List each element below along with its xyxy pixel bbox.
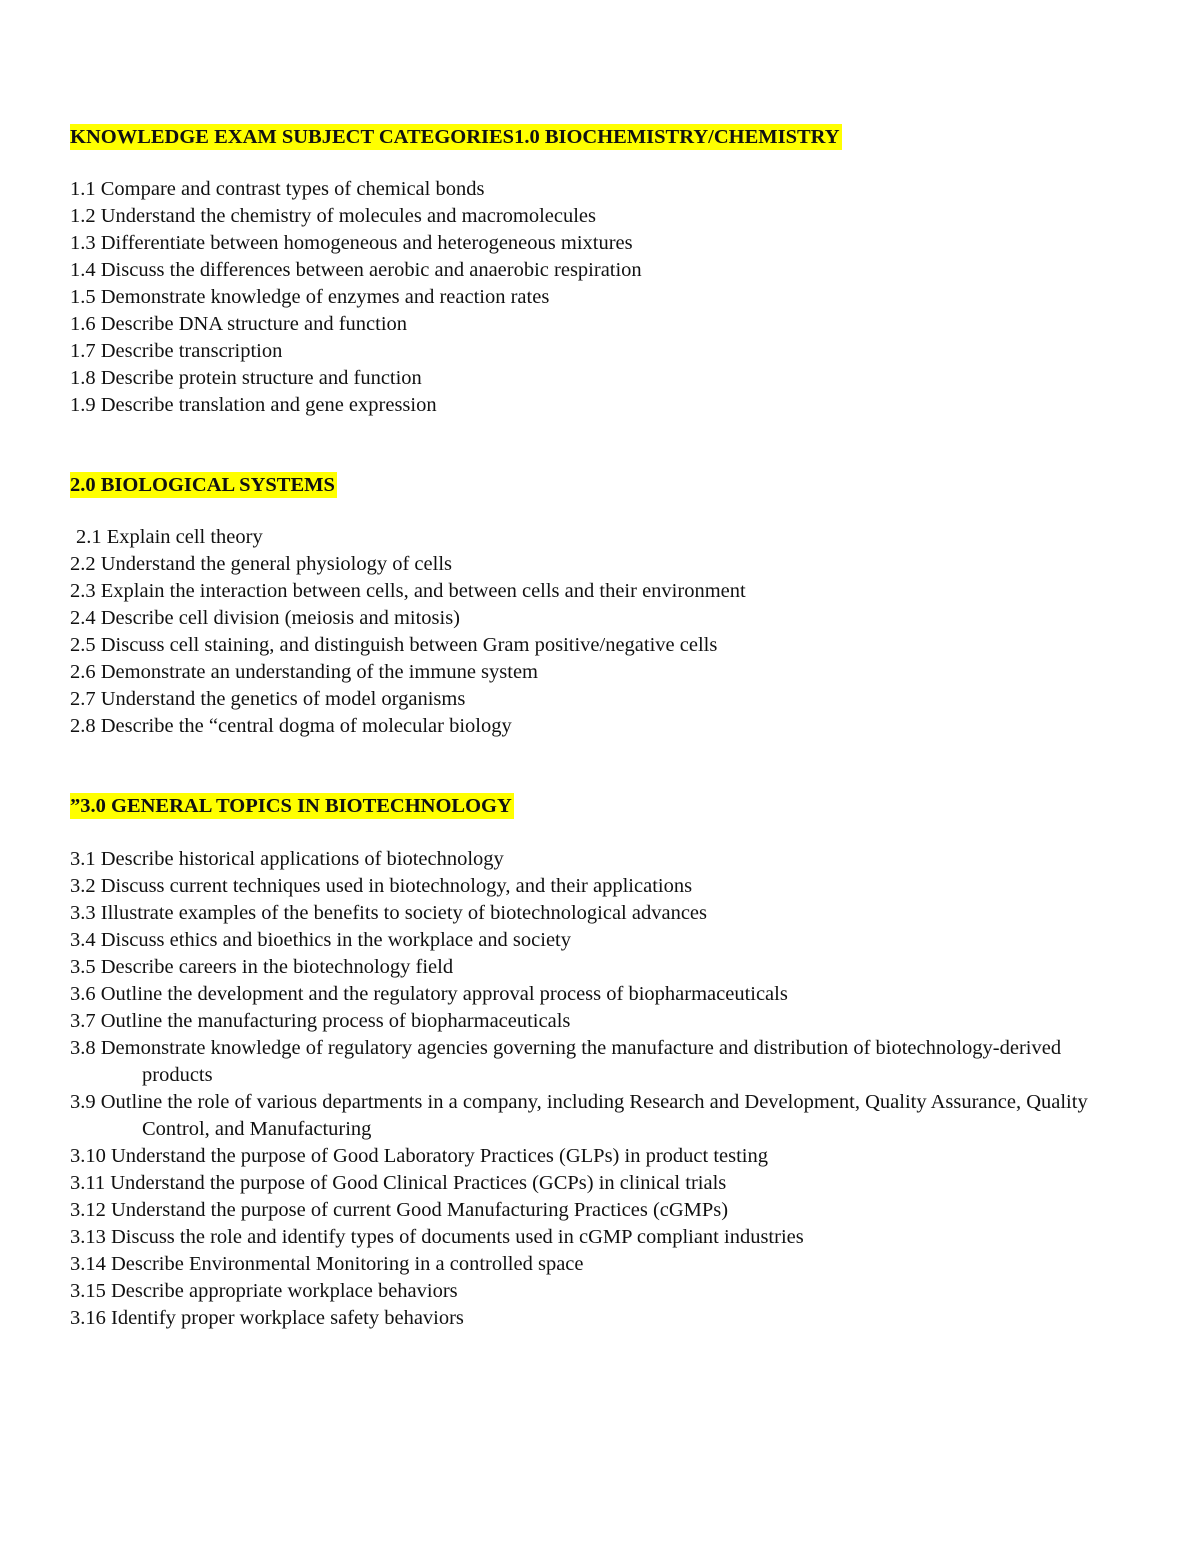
objective-item: 3.2 Discuss current techniques used in biotechnology, and their applications	[70, 875, 693, 897]
section-heading	[70, 124, 1130, 151]
objective-item: 1.9 Describe translation and gene expression	[70, 394, 437, 416]
objective-item: 1.3 Differentiate between homogeneous and heterogeneous mixtures	[70, 232, 633, 254]
objective-item: 1.1 Compare and contrast types of chemical bonds	[70, 178, 485, 200]
objective-item: 3.13 Discuss the role and identify types of documents used in cGMP compliant industries	[70, 1226, 804, 1248]
objective-item: 1.4 Discuss the differences between aerobic and anaerobic respiration	[70, 259, 642, 281]
objective-item: 3.14 Describe Environmental Monitoring in a controlled space	[70, 1253, 584, 1275]
objective-item: 2.5 Discuss cell staining, and distinguish between Gram positive/negative cells	[70, 634, 718, 656]
section-heading	[70, 472, 1130, 499]
section-heading	[70, 793, 1130, 820]
objective-item: 2.3 Explain the interaction between cells, and between cells and their environment	[70, 580, 746, 602]
objective-item: 1.2 Understand the chemistry of molecules and macromolecules	[70, 205, 597, 227]
objective-list	[70, 846, 1130, 1332]
section-biochemistry	[70, 124, 1130, 419]
objective-item: 3.12 Understand the purpose of current Good Manufacturing Practices (cGMPs)	[70, 1199, 729, 1221]
objective-item: 3.10 Understand the purpose of Good Laboratory Practices (GLPs) in product testing	[70, 1145, 768, 1167]
heading-highlight: ”3.0 GENERAL TOPICS IN BIOTECHNOLOGY	[70, 795, 512, 817]
objective-item: 1.6 Describe DNA structure and function	[70, 313, 408, 335]
objective-item: 2.1 Explain cell theory	[76, 526, 263, 548]
objective-list	[70, 524, 1130, 740]
objective-item: 3.4 Discuss ethics and bioethics in the workplace and society	[70, 929, 571, 951]
heading-highlight: 2.0 BIOLOGICAL SYSTEMS	[70, 474, 335, 496]
objective-item: 3.1 Describe historical applications of biotechnology	[70, 848, 504, 870]
objective-item: 3.3 Illustrate examples of the benefits to society of biotechnological advances	[70, 902, 708, 924]
objective-item: 3.8 Demonstrate knowledge of regulatory agencies governing the manufacture and distribution of biotechnology-derived products	[70, 1037, 1062, 1086]
objective-item: 3.16 Identify proper workplace safety behaviors	[70, 1307, 464, 1329]
objective-list	[70, 176, 1130, 419]
document-page	[70, 124, 1130, 1332]
objective-item: 3.11 Understand the purpose of Good Clinical Practices (GCPs) in clinical trials	[70, 1172, 727, 1194]
objective-item: 3.9 Outline the role of various departments in a company, including Research and Development, Quality Assurance, Quality Control, and Manufacturing	[70, 1091, 1088, 1140]
objective-item: 1.7 Describe transcription	[70, 340, 283, 362]
objective-item: 1.5 Demonstrate knowledge of enzymes and reaction rates	[70, 286, 550, 308]
section-general-topics	[70, 793, 1130, 1332]
objective-item: 2.6 Demonstrate an understanding of the immune system	[70, 661, 538, 683]
objective-item: 3.7 Outline the manufacturing process of biopharmaceuticals	[70, 1010, 571, 1032]
objective-item: 3.5 Describe careers in the biotechnology field	[70, 956, 454, 978]
objective-item: 2.2 Understand the general physiology of cells	[70, 553, 453, 575]
section-biological-systems	[70, 472, 1130, 740]
objective-item: 2.7 Understand the genetics of model organisms	[70, 688, 466, 710]
objective-item: 3.15 Describe appropriate workplace behaviors	[70, 1280, 458, 1302]
objective-item: 2.8 Describe the “central dogma of molecular biology	[70, 715, 512, 737]
objective-item: 2.4 Describe cell division (meiosis and mitosis)	[70, 607, 461, 629]
objective-item: 1.8 Describe protein structure and function	[70, 367, 422, 389]
objective-item: 3.6 Outline the development and the regulatory approval process of biopharmaceuticals	[70, 983, 788, 1005]
heading-highlight: KNOWLEDGE EXAM SUBJECT CATEGORIES1.0 BIOCHEMISTRY/CHEMISTRY	[70, 126, 840, 148]
